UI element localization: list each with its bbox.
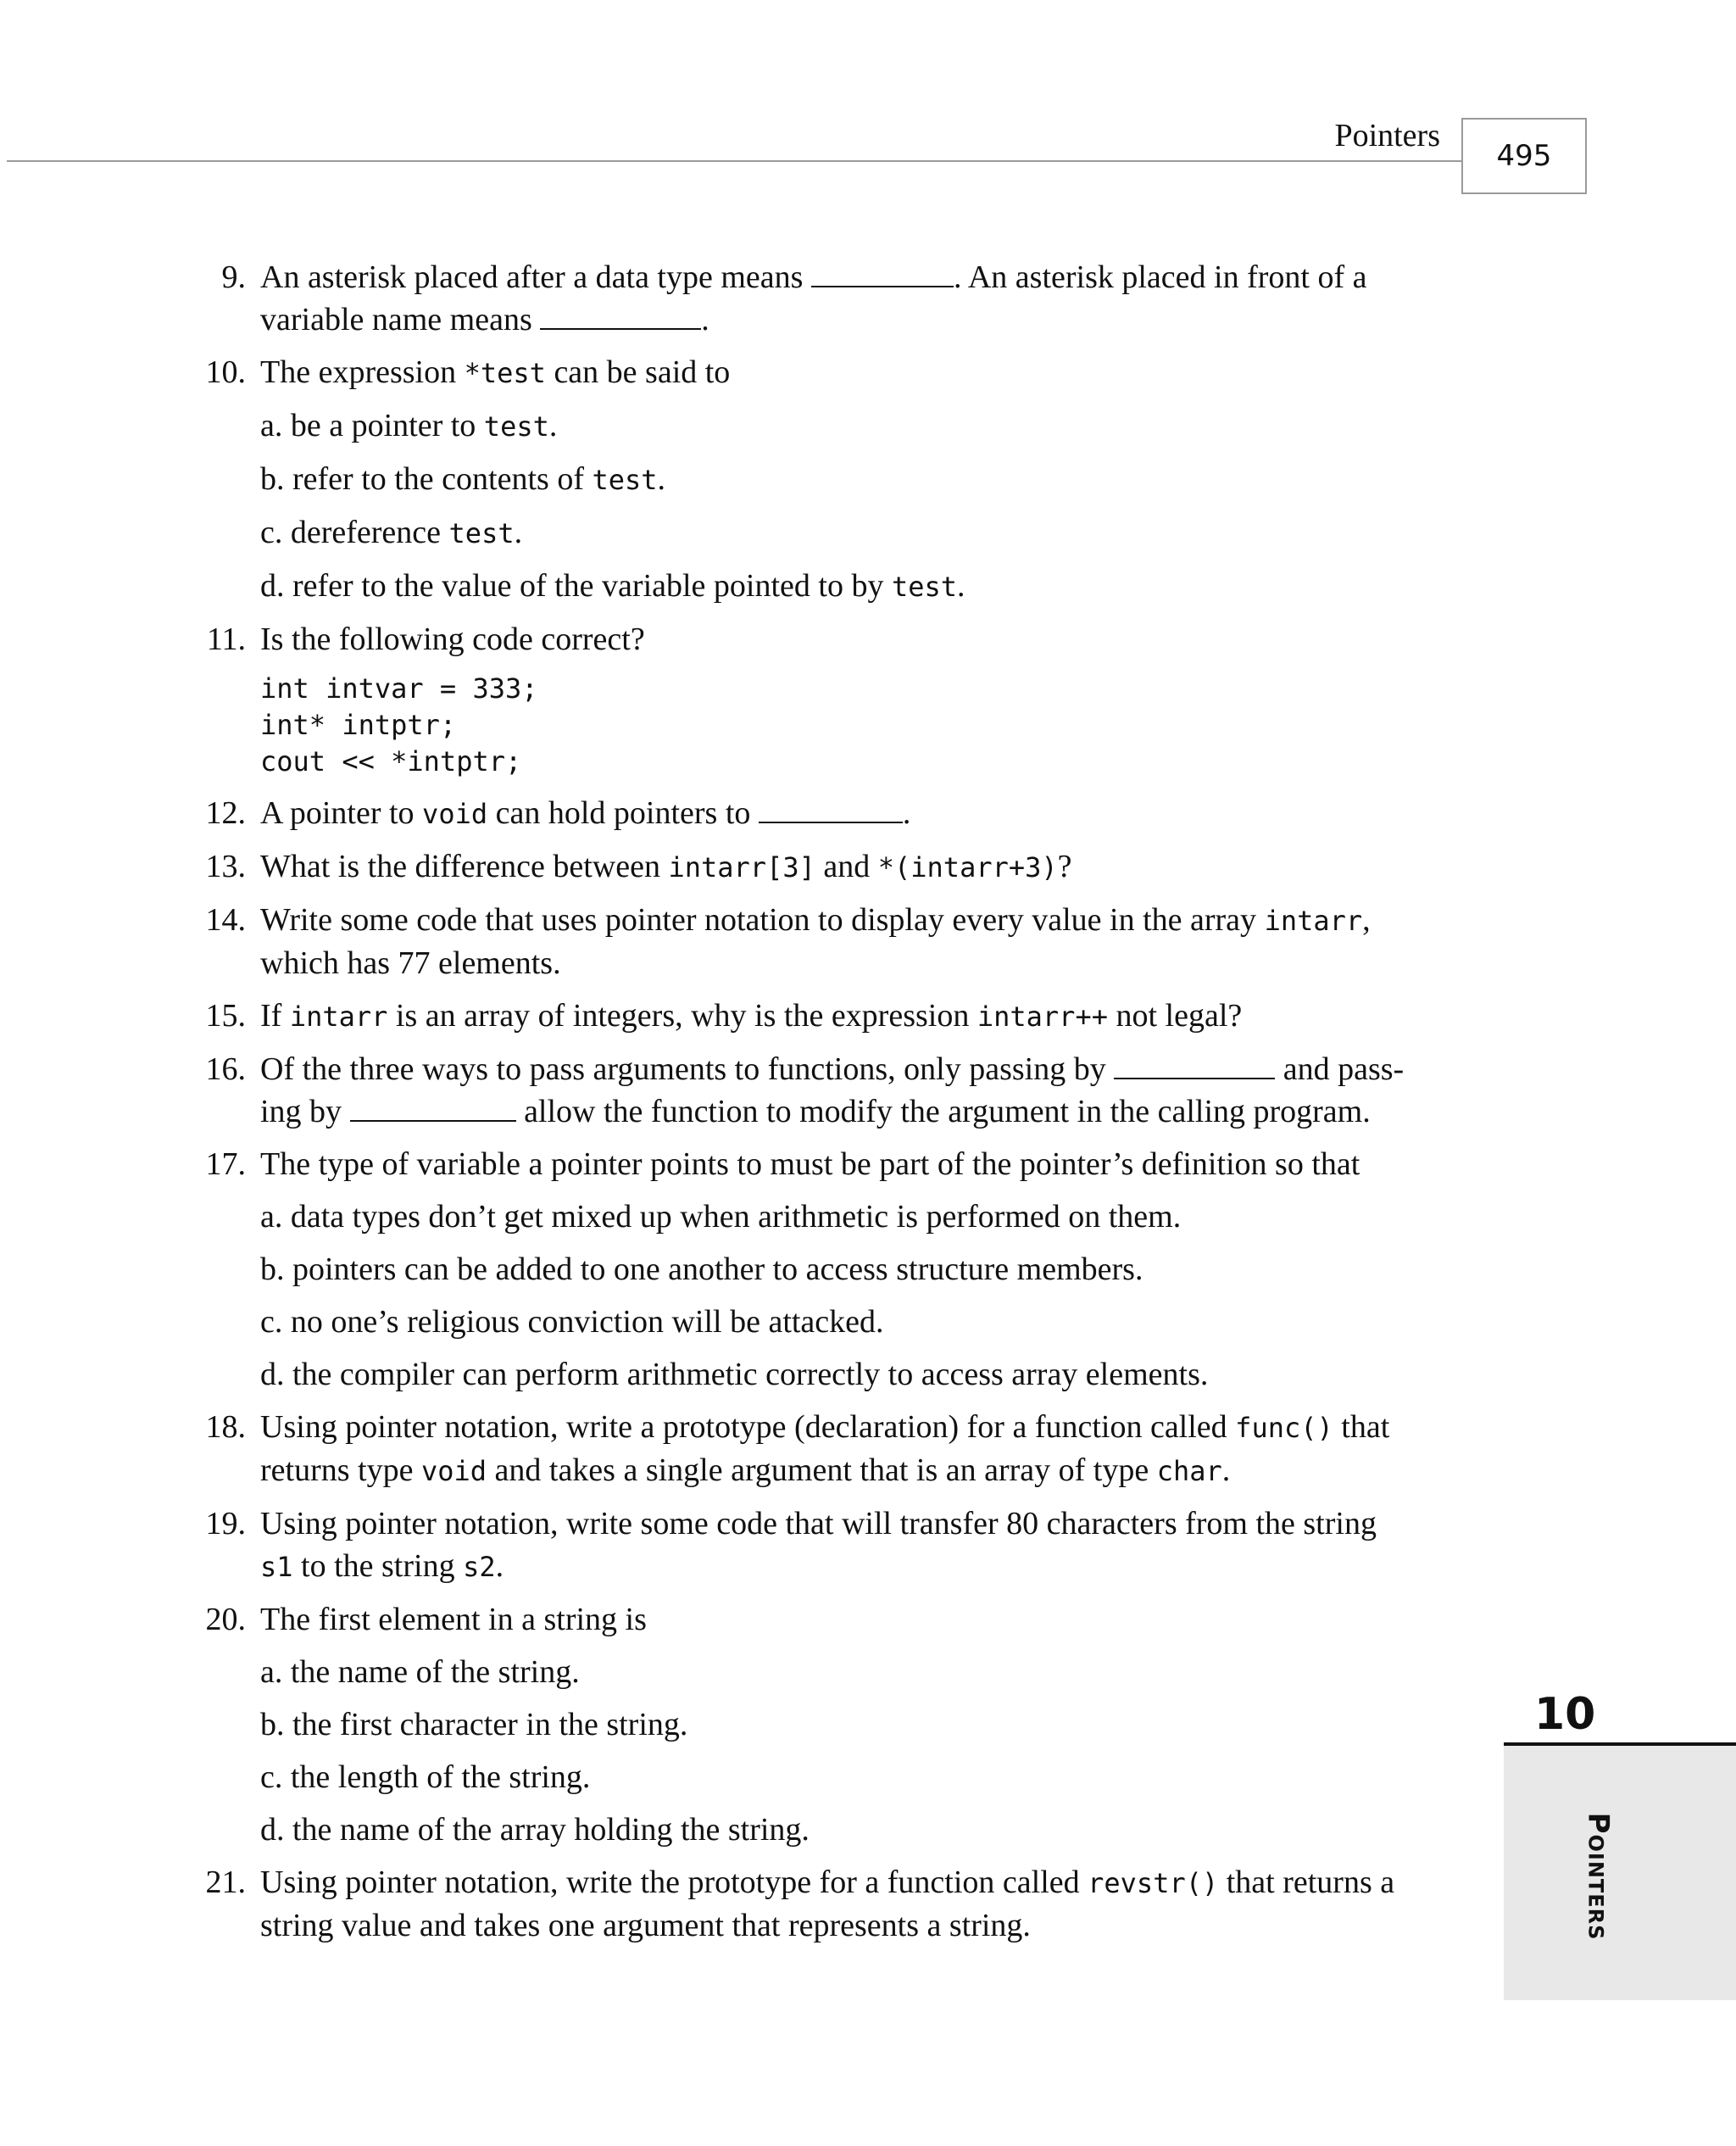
fill-blank [759,796,903,823]
code-line: int* intptr; [260,709,457,741]
option-b: b. refer to the contents of test. [260,461,666,497]
question-number: 14. [205,902,246,938]
question-number: 19. [205,1506,246,1541]
question-10: 10. The expression *test can be said to [0,351,1458,394]
option-d: d. refer to the value of the variable pointed to by test. [260,568,965,604]
question-number: 16. [205,1051,246,1087]
fill-blank [540,303,701,330]
option-a: a. data types don’t get mixed up when arithmetic is performed on them. [260,1199,1182,1235]
code-line: int intvar = 333; [260,672,538,705]
question-18: 18. Using pointer notation, write a prototype (declaration) for a function called func() that returns type void and takes a single argument that is an array of type char. [0,1406,1458,1492]
question-9: 9. An asterisk placed after a data type means . An asterisk placed in front of a variable name means . [0,256,1458,341]
option-b: b. the first character in the string. [260,1707,688,1742]
question-number: 21. [205,1865,246,1900]
question-number: 10. [205,354,246,390]
question-11: 11. Is the following code correct? [0,618,1458,661]
code-line: cout << *intptr; [260,745,522,778]
question-19: 19. Using pointer notation, write some code that will transfer 80 characters from the string s1 to the string s2. [0,1502,1458,1588]
option-c: c. the length of the string. [260,1759,591,1795]
question-16: 16. Of the three ways to pass arguments to functions, only passing by and pass- ing by allow the function to modify the argument in the calling program. [0,1048,1458,1133]
fill-blank [350,1095,516,1122]
question-21: 21. Using pointer notation, write the prototype for a function called revstr() that returns a string value and takes one argument that represents a string. [0,1861,1458,1947]
question-20: 20. The first element in a string is [0,1598,1458,1641]
option-d: d. the compiler can perform arithmetic correctly to access array elements. [260,1357,1209,1392]
running-head: Pointers [1334,118,1440,153]
question-number: 9. [221,259,246,295]
question-number: 17. [205,1146,246,1182]
question-number: 11. [206,622,246,657]
fill-blank [1114,1052,1275,1079]
question-13: 13. What is the difference between intarr[3] and *(intarr+3)? [0,845,1458,889]
chapter-number: 10 [1534,1689,1596,1740]
question-17: 17. The type of variable a pointer points to must be part of the pointer’s definition so that [0,1143,1458,1185]
chapter-title-vertical: Pointers [1581,1812,1615,1941]
question-15: 15. If intarr is an array of integers, why is the expression intarr++ not legal? [0,995,1458,1038]
question-number: 13. [205,849,246,884]
code-block [0,671,1458,780]
question-number: 15. [205,998,246,1034]
option-b: b. pointers can be added to one another to access structure members. [260,1251,1143,1287]
option-a: a. be a pointer to test. [260,408,558,443]
option-c: c. dereference test. [260,515,523,550]
option-a: a. the name of the string. [260,1654,580,1690]
header-rule [7,160,1461,162]
question-number: 12. [205,795,246,831]
question-list [0,256,1458,1957]
option-c: c. no one’s religious conviction will be attacked. [260,1304,884,1340]
question-number: 18. [205,1409,246,1445]
page-number: 495 [1461,118,1587,194]
question-number: 20. [205,1602,246,1637]
question-12: 12. A pointer to void can hold pointers to . [0,792,1458,835]
option-d: d. the name of the array holding the string. [260,1812,810,1848]
question-14: 14. Write some code that uses pointer notation to display every value in the array intarr, which has 77 elements. [0,899,1458,984]
fill-blank [811,260,954,287]
